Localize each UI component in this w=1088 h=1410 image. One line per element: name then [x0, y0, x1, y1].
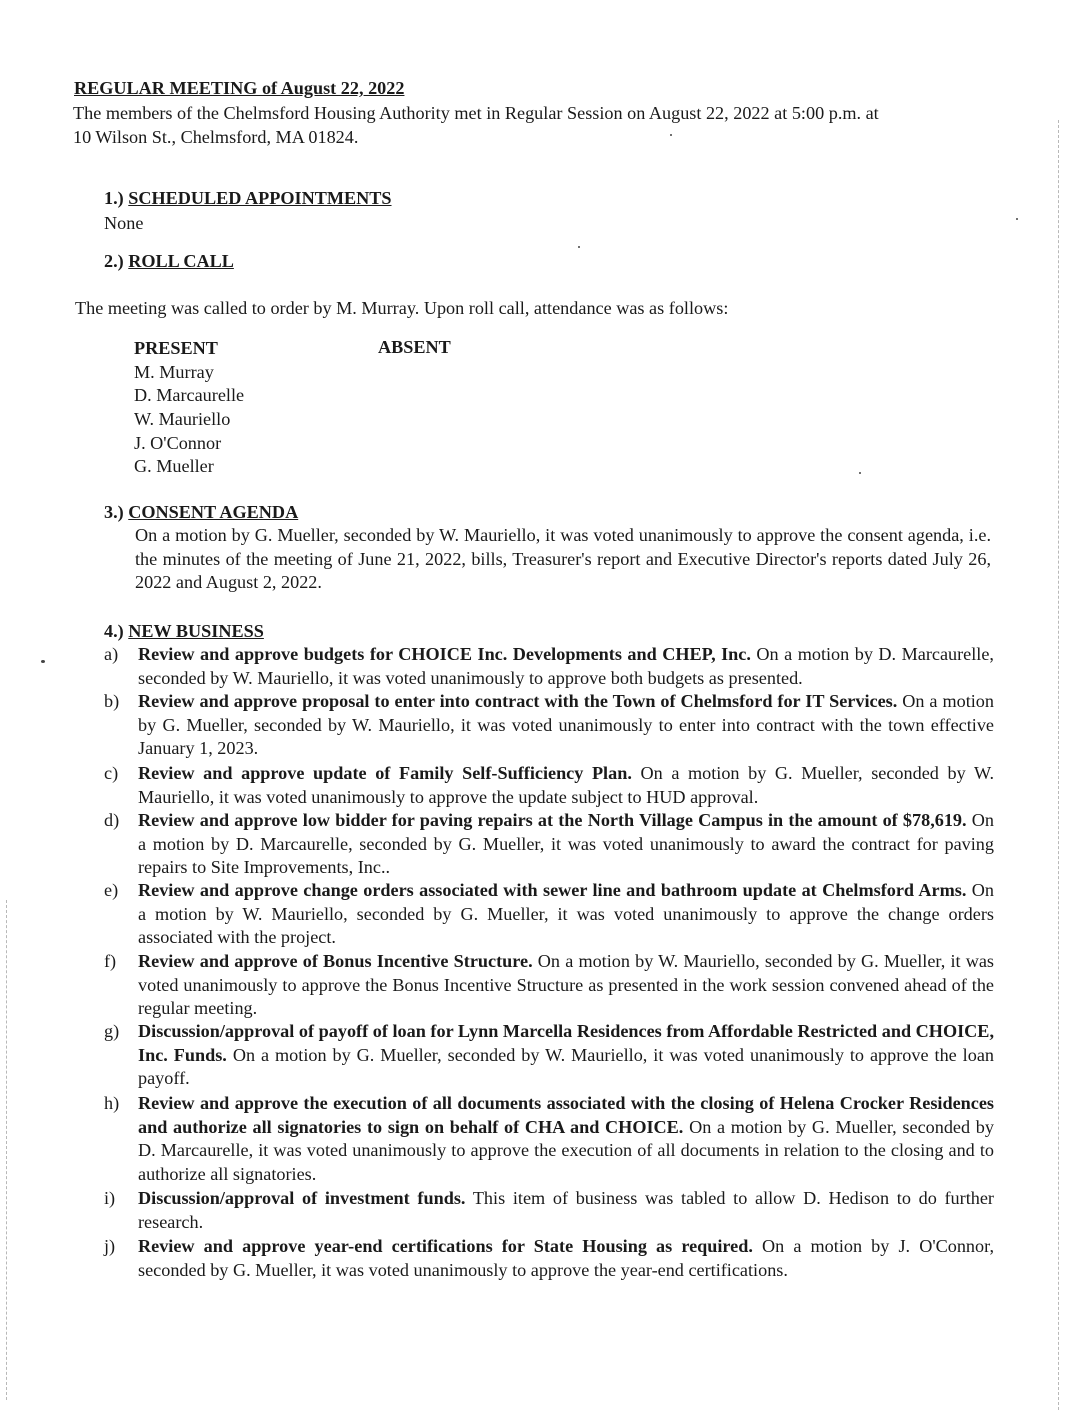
section-2-title: ROLL CALL [128, 251, 234, 271]
absent-header: ABSENT [378, 337, 451, 357]
item-text: On a motion by J. O'Connor, seconded by G. Mueller, it was voted unanimously to approve the year-end certifications. [138, 1236, 994, 1280]
item-title: Review and approve update of Family Self-Sufficiency Plan. [138, 763, 632, 783]
item-label: d) [104, 810, 120, 830]
item-text: This item of business was tabled to allow D. Hedison to do further research. [138, 1188, 994, 1232]
item-body [138, 879, 994, 950]
scan-speck [578, 246, 580, 248]
item-title: Review and approve change orders associated with sewer line and bathroom update at Chelmsford Arms. [138, 880, 967, 900]
scan-speck [41, 660, 45, 663]
scan-edge-line [1058, 120, 1060, 1410]
item-title: Discussion/approval of investment funds. [138, 1188, 466, 1208]
item-title: Review and approve proposal to enter into contract with the Town of Chelmsford for IT Services. [138, 691, 898, 711]
item-body [138, 950, 994, 1021]
present-member: W. Mauriello [134, 409, 231, 429]
item-title: Discussion/approval of payoff of loan for Lynn Marcella Residences from Affordable Restricted and CHOICE, Inc. Funds. [138, 1021, 994, 1065]
roll-call-text: The meeting was called to order by M. Murray. Upon roll call, attendance was as follows: [75, 298, 729, 318]
present-member: J. O'Connor [134, 433, 222, 453]
item-body [138, 1187, 994, 1234]
section-4-number: 4.) [104, 621, 124, 641]
item-label: f) [104, 951, 117, 971]
item-body [138, 690, 994, 761]
section-3-heading [104, 501, 298, 525]
section-4-title: NEW BUSINESS [128, 621, 264, 641]
section-2-heading [104, 250, 234, 274]
item-title: Review and approve of Bonus Incentive Structure. [138, 951, 533, 971]
item-text: On a motion by G. Mueller, seconded by W. Mauriello, it was voted unanimously to enter into contract with the town effective January 1, 2023. [138, 691, 994, 758]
item-title: Review and approve budgets for CHOICE Inc. Developments and CHEP, Inc. [138, 644, 751, 664]
item-label: j) [104, 1236, 116, 1256]
item-title: Review and approve year-end certifications for State Housing as required. [138, 1236, 753, 1256]
section-1-text: None [104, 213, 144, 233]
item-text: On a motion by D. Marcaurelle, seconded by W. Mauriello, it was voted unanimously to approve both budgets as presented. [138, 644, 994, 688]
item-text: On a motion by W. Mauriello, seconded by G. Mueller, it was voted unanimously to approve the Bonus Incentive Structure as presented in the work session convened ahead of the regular meeting. [138, 951, 995, 1018]
scan-speck [670, 134, 672, 136]
item-body [138, 809, 994, 880]
item-title: Review and approve low bidder for paving repairs at the North Village Campus in the amount of $78,619. [138, 810, 967, 830]
intro-line-1: The members of the Chelmsford Housing Authority met in Regular Session on August 22, 2022 at 5:00 p.m. at [73, 103, 879, 123]
section-1-title: SCHEDULED APPOINTMENTS [128, 188, 392, 208]
item-label: e) [104, 880, 119, 900]
section-4-heading [104, 620, 264, 644]
item-text: On a motion by W. Mauriello, seconded by G. Mueller, it was voted unanimously to approve the change orders associated with the project. [138, 880, 995, 947]
item-label: c) [104, 763, 119, 783]
item-text: On a motion by G. Mueller, seconded by W. Mauriello, it was voted unanimously to approve the loan payoff. [138, 1044, 994, 1088]
section-1-heading [104, 187, 392, 211]
item-body [138, 762, 994, 809]
item-text: On a motion by G. Mueller, seconded by D. Marcaurelle, it was voted unanimously to approve the execution of all documents in relation to the closing and to authorize all signatories. [138, 1116, 994, 1184]
item-body [138, 643, 994, 690]
item-label: b) [104, 691, 120, 711]
page-title: REGULAR MEETING of August 22, 2022 [74, 78, 405, 98]
item-label: g) [104, 1021, 120, 1041]
item-body [138, 1092, 994, 1186]
section-3-title: CONSENT AGENDA [128, 502, 299, 522]
present-member: M. Murray [134, 362, 214, 382]
section-3-number: 3.) [104, 502, 124, 522]
scan-speck [1016, 218, 1018, 220]
item-label: a) [104, 644, 119, 664]
present-member: D. Marcaurelle [134, 385, 245, 405]
section-1-number: 1.) [104, 188, 124, 208]
item-text: On a motion by G. Mueller, seconded by W. Mauriello, it was voted unanimously to approve the update subject to HUD approval. [138, 763, 994, 807]
item-label: i) [104, 1188, 116, 1208]
section-2-number: 2.) [104, 251, 124, 271]
scan-edge-line-left [6, 900, 8, 1400]
scan-speck [859, 472, 861, 474]
item-title: Review and approve the execution of all documents associated with the closing of Helena Crocker Residences and authorize all signatories to sign on behalf of CHA and CHOICE. [138, 1093, 994, 1137]
item-label: h) [104, 1093, 120, 1113]
intro-line-2: 10 Wilson St., Chelmsford, MA 01824. [73, 127, 359, 147]
consent-agenda-text: On a motion by G. Mueller, seconded by W. Mauriello, it was voted unanimously to approve the consent agenda, i.e. the minutes of the meeting of June 21, 2022, bills, Treasurer's report and Executive Director's reports dated July 26, 2022 and August 2, 2022. [135, 525, 991, 592]
present-header: PRESENT [134, 338, 218, 358]
present-member: G. Mueller [134, 456, 214, 476]
item-body [138, 1020, 994, 1091]
item-text: On a motion by D. Marcaurelle, seconded by G. Mueller, it was voted unanimously to award the contract for paving repairs to Site Improvements, Inc.. [138, 810, 994, 877]
item-body [138, 1235, 994, 1282]
